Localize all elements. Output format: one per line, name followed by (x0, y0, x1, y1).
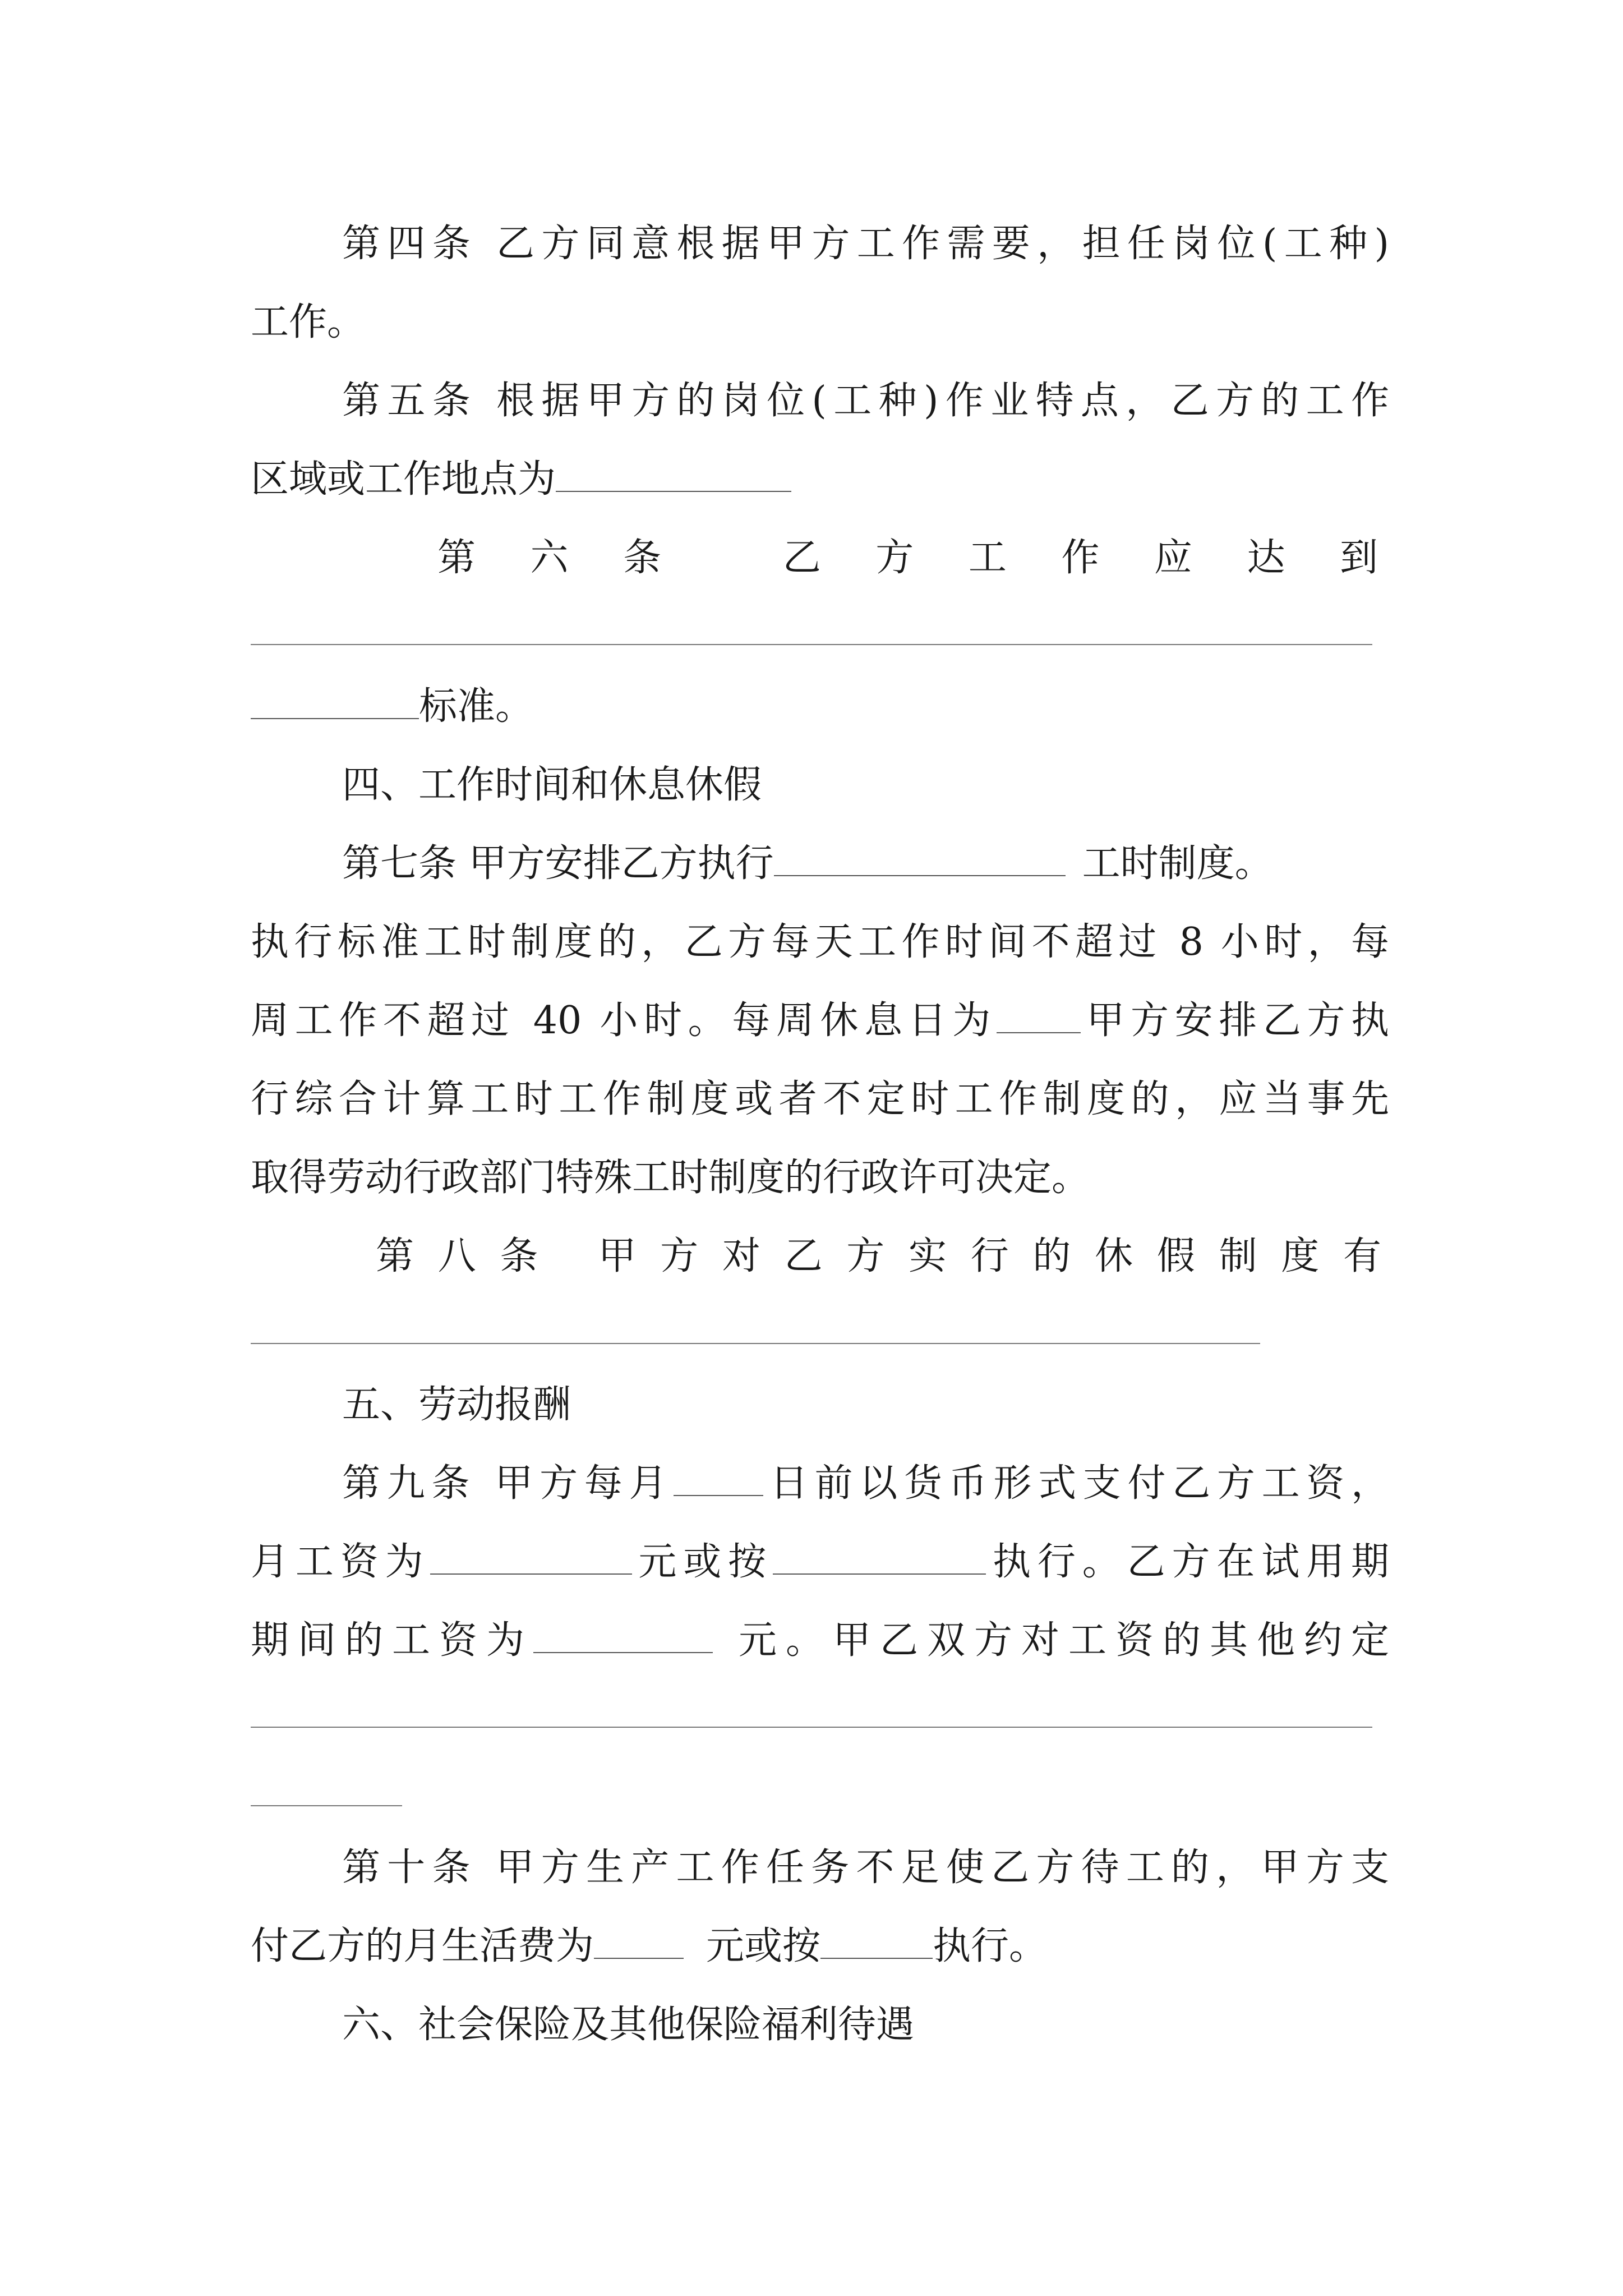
article-9-line-3 (251, 1613, 1389, 1669)
article-9-text-c: 月工资为 (251, 1540, 430, 1584)
article-7-line-4: 行综合计算工时工作制度或者不定时工作制度的，应当事先 (251, 1077, 1389, 1121)
article-8-line-1: 第八条 甲方对乙方实行的休假制度有 (376, 1234, 1389, 1278)
article-10-text-c: 执行。 (933, 1924, 1048, 1968)
article-5-line-2 (251, 452, 1389, 508)
article-6-rule (251, 644, 1372, 645)
rest-day-blank (997, 994, 1081, 1033)
article-5-text: 区域或工作地点为 (251, 457, 556, 501)
article-9-text-e: 执行。乙方在试用期 (986, 1540, 1389, 1584)
article-4-line-2: 工作。 (251, 300, 366, 344)
article-7-text-a: 第七条 甲方安排乙方执行 (342, 841, 774, 886)
article-9-line-1 (342, 1456, 1389, 1512)
article-9-line-2 (251, 1534, 1389, 1590)
article-7-line-1 (342, 836, 1389, 892)
article-7-text-b: 工时制度。 (1082, 841, 1273, 886)
article-10-line-2 (251, 1918, 1389, 1975)
work-hours-system-blank (774, 837, 1066, 876)
article-6-line-2 (251, 679, 1389, 735)
wage-method-blank (773, 1535, 986, 1575)
article-9-text-b: 日前以货币形式支付乙方工资， (763, 1461, 1389, 1506)
allowance-method-blank (820, 1920, 933, 1959)
section-4-heading: 四、工作时间和休息休假 (342, 763, 762, 807)
pay-day-blank (674, 1457, 763, 1496)
article-8-rule (251, 1343, 1260, 1344)
article-10-text-b: 元或按 (706, 1924, 821, 1968)
article-9-text-d: 元或按 (631, 1540, 773, 1584)
article-6-text: 标准。 (419, 684, 534, 729)
article-10-line-1: 第十条 甲方生产工作任务不足使乙方待工的，甲方支 (342, 1846, 1389, 1890)
section-5-heading: 五、劳动报酬 (342, 1383, 571, 1427)
article-7-line-3 (251, 993, 1389, 1049)
article-10-text-a: 付乙方的月生活费为 (251, 1924, 594, 1968)
article-7-text-d: 甲方安排乙方执 (1080, 999, 1389, 1043)
article-7-text-c: 周工作不超过 40 小时。每周休息日为 (251, 999, 997, 1043)
article-9-text-f: 期间的工资为 (251, 1618, 533, 1663)
article-9-rule-2 (251, 1805, 402, 1806)
article-5-line-1: 第五条 根据甲方的岗位(工种)作业特点，乙方的工作 (342, 379, 1389, 423)
article-9-rule-1 (251, 1727, 1372, 1728)
standard-blank (251, 680, 419, 719)
living-allowance-blank (594, 1920, 684, 1959)
monthly-wage-blank (430, 1535, 632, 1575)
article-9-text-g: 元。甲乙双方对工资的其他约定 (730, 1618, 1389, 1663)
article-6-line-1: 第六条 乙方工作应达到 (437, 536, 1389, 580)
article-4-line-1: 第四条 乙方同意根据甲方工作需要，担任岗位(工种) (342, 222, 1389, 266)
article-7-line-2: 执行标准工时制度的，乙方每天工作时间不超过 8 小时，每 (251, 920, 1389, 964)
probation-wage-blank (533, 1614, 713, 1653)
section-6-heading: 六、社会保险及其他保险福利待遇 (342, 2003, 915, 2047)
workplace-blank (556, 453, 791, 492)
article-7-line-5: 取得劳动行政部门特殊工时制度的行政许可决定。 (251, 1156, 1090, 1200)
article-9-text-a: 第九条 甲方每月 (342, 1461, 674, 1506)
